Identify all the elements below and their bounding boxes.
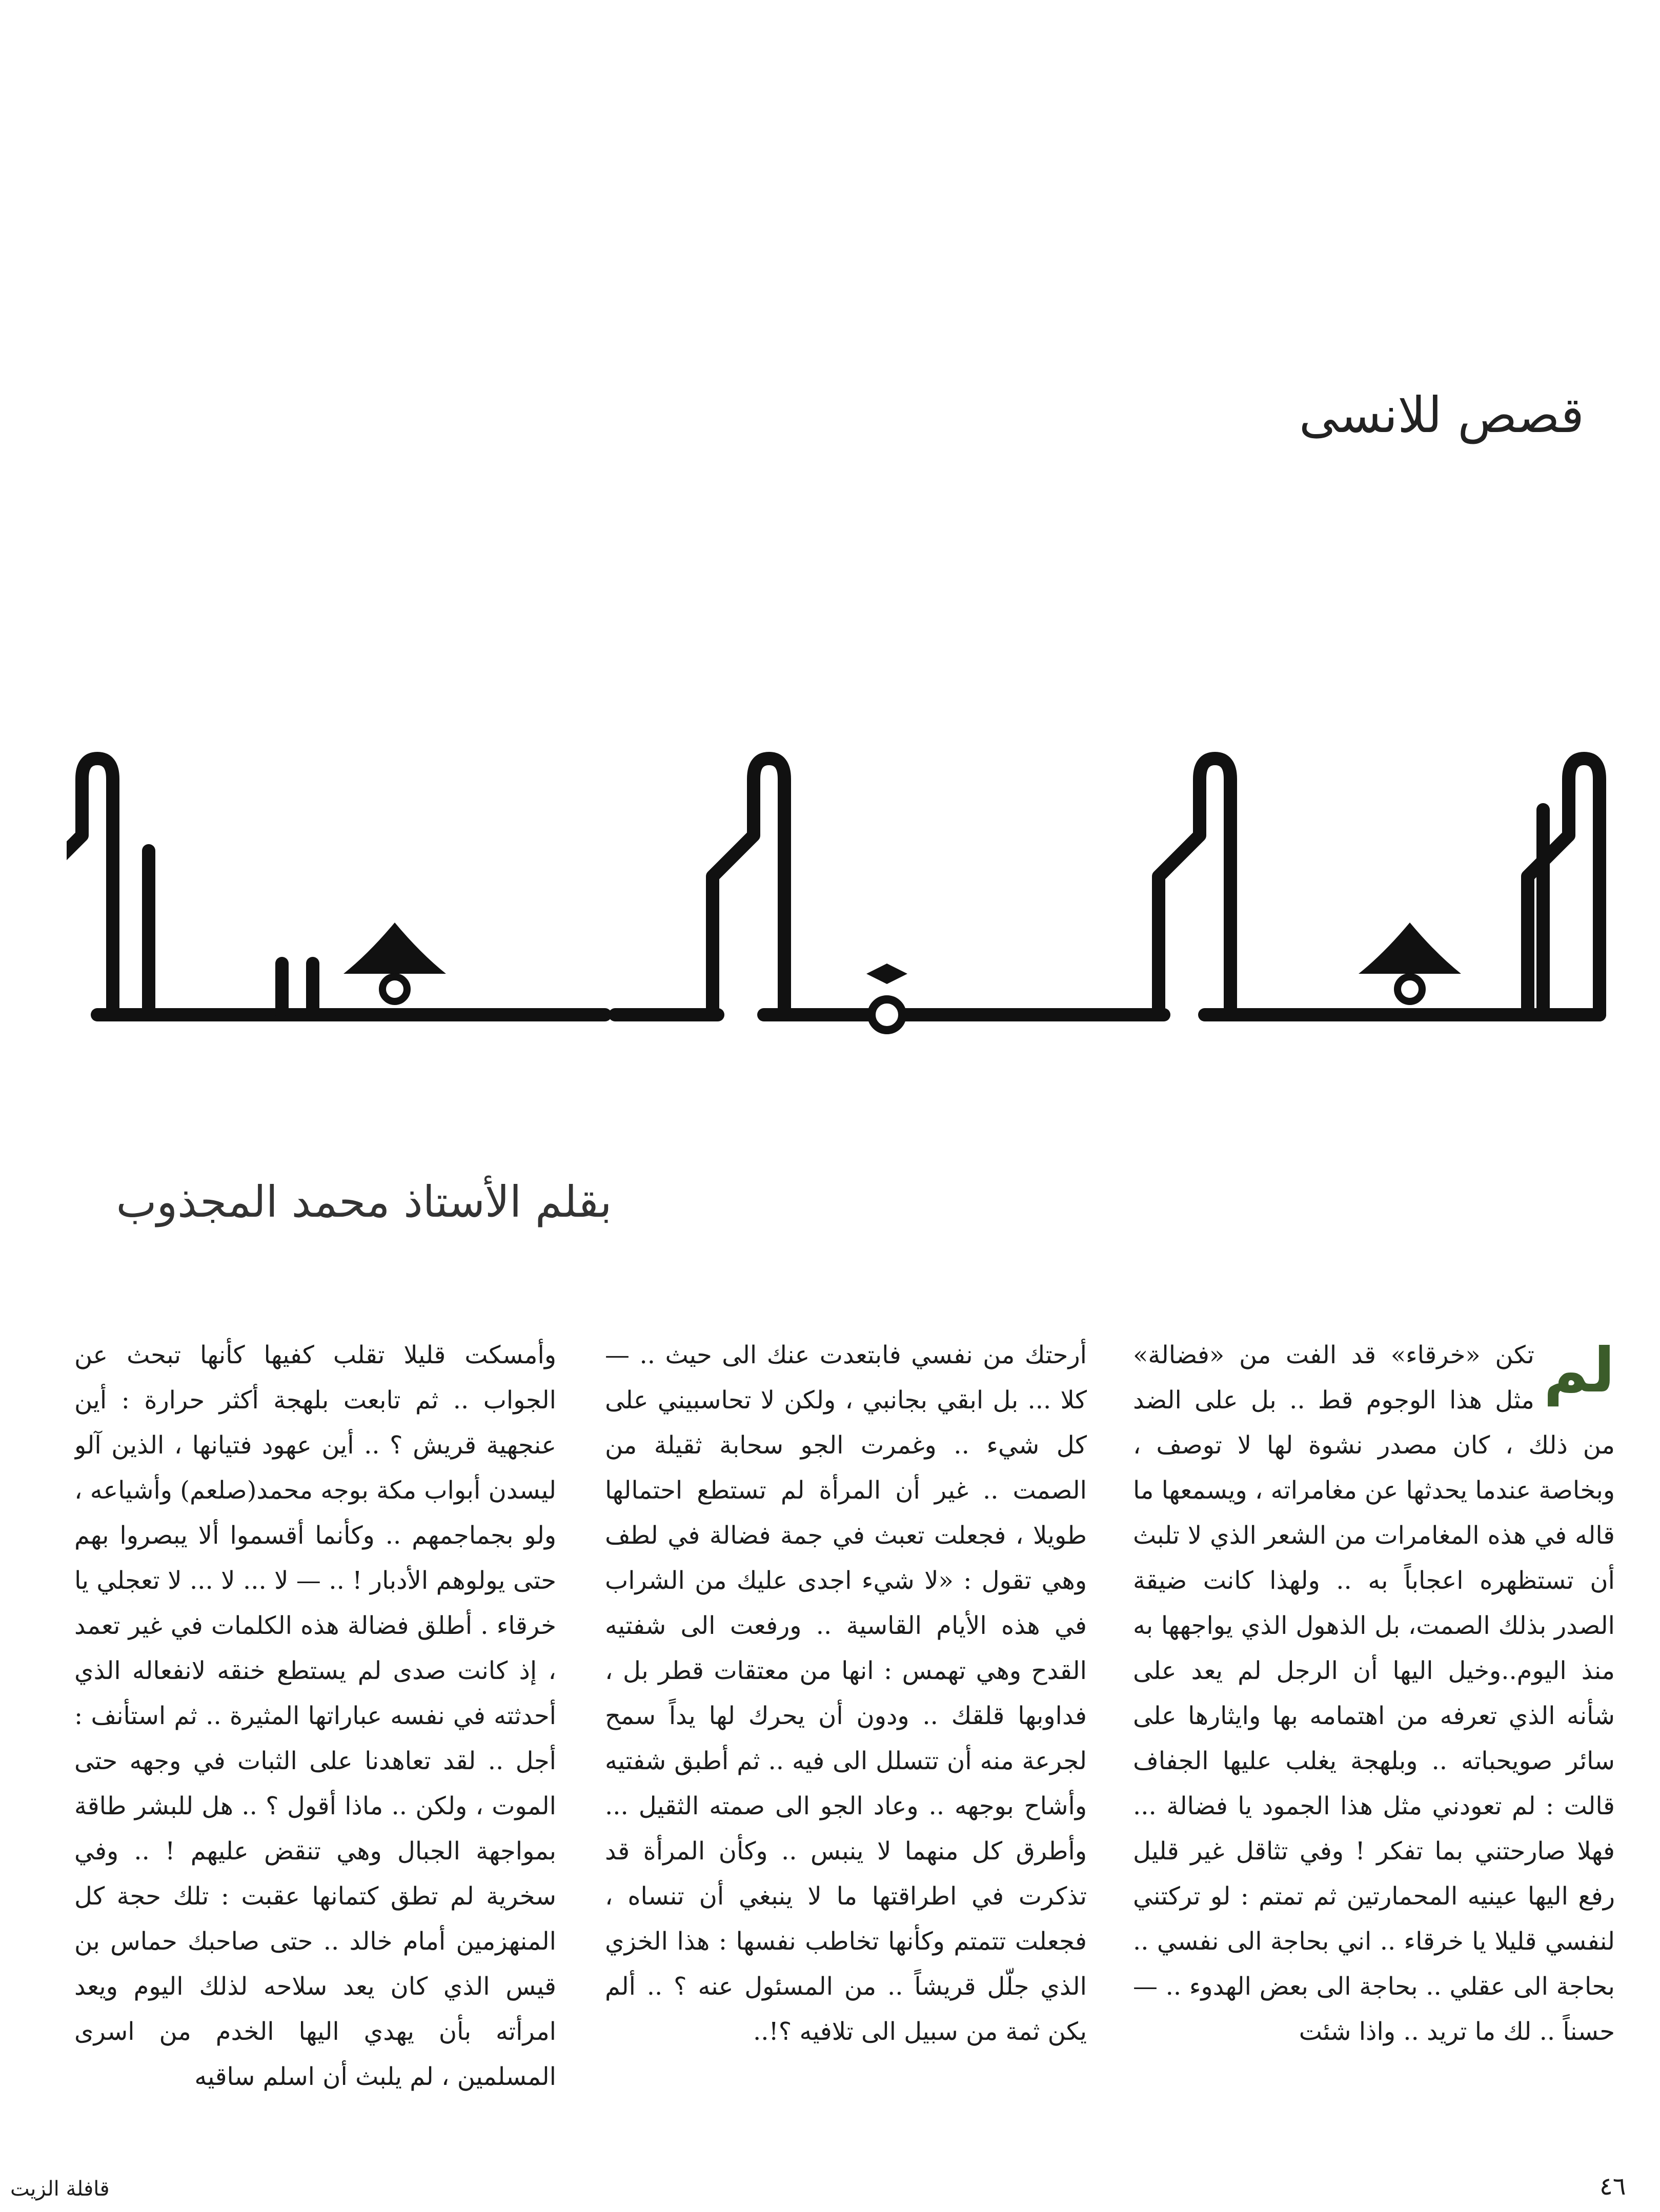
- article-byline: بقلم الأستاذ محمد المجذوب: [116, 1177, 612, 1227]
- dropcap: لم: [1543, 1335, 1615, 1406]
- article-column-2: [605, 1333, 1087, 2122]
- column-text: تكن «خرقاء» قد الفت من «فضالة» مثل هذا الوجوم قط .. بل على الضد من ذلك ، كان مصدر نشوة لها لا توصف ، وبخاصة عندما يحدثها عن مغامراته ، ويسمعها ما قاله في هذه المغامرات من الشعر الذي لا تلبث أن تستظهره اعجاباً به .. ولهذا كانت ضيقة الصدر بذلك الصمت، بل الذهول الذي يواجهها به منذ اليوم..وخيل اليها أن الرجل لم يعد على شأنه الذي تعرفه من اهتمامه بها وايثارها على سائر صويحباته .. وبلهجة يغلب عليها الجفاف قالت : لم تعودني مثل هذا الجمود يا فضالة ... فهلا صارحتني بما تفكر ! وفي تثاقل غير قليل رفع اليها عينيه المحمارتين ثم تمتم : لو تركتني لنفسي قليلا يا خرقاء .. اني بحاجة الى نفسي .. بحاجة الى عقلي .. بحاجة الى بعض الهدوء .. — حسناً .. لك ما تريد .. واذا شئت: [1133, 1341, 1615, 2046]
- article-column-3: [74, 1333, 556, 2122]
- magazine-name: قافلة الزيت: [10, 2177, 110, 2201]
- series-label: قصص للانسى: [1299, 386, 1584, 444]
- column-text: وأمسكت قليلا تقلب كفيها كأنها تبحث عن الجواب .. ثم تابعت بلهجة أكثر حرارة : أين عنجهية قريش ؟ .. أين عهود فتيانها ، الذين آلو ليسدن أبواب مكة بوجه محمد(صلعم) وأشياعه ، ولو بجماجمهم .. وكأنما أقسموا ألا يبصروا بهم حتى يولوهم الأدبار ! .. — لا ... لا ... لا تعجلي يا خرقاء . أطلق فضالة هذه الكلمات في غير تعمد ، إذ كانت صدى لم يستطع خنقه لانفعاله الذي أحدثته في نفسه عباراتها المثيرة .. ثم استأنف : أجل .. لقد تعاهدنا على الثبات في وجهه حتى الموت ، ولكن .. ماذا أقول ؟ .. هل للبشر طاقة بمواجهة الجبال وهي تنقض عليهم ! .. وفي سخرية لم تطق كتمانها عقبت : تلك حجة كل المنهزمين أمام خالد .. حتى صاحبك حماس بن قيس الذي كان يعد سلاحه لذلك اليوم ويعد امرأته بأن يهدي اليها الخدم من اسرى المسلمين ، لم يلبث أن اسلم ساقيه: [74, 1341, 556, 2091]
- page-number: ٤٦: [1600, 2172, 1626, 2201]
- article-title: [67, 748, 1615, 1035]
- column-text: أرحتك من نفسي فابتعدت عنك الى حيث .. — كلا ... بل ابقي بجانبي ، ولكن لا تحاسبيني على كل شيء .. وغمرت الجو سحابة ثقيلة من الصمت .. غير أن المرأة لم تستطع احتمالها طويلا ، فجعلت تعبث في جمة فضالة في لطف وهي تقول : «لا شيء اجدى عليك من الشراب في هذه الأيام القاسية .. ورفعت الى شفتيه القدح وهي تهمس : انها من معتقات قطر بل ، فداوبها قلقك .. ودون أن يحرك لها يداً سمح لجرعة منه أن تتسلل الى فيه .. ثم أطبق شفتيه وأشاح بوجهه .. وعاد الجو الى صمته الثقيل ... وأطرق كل منهما لا ينبس .. وكأن المرأة قد تذكرت في اطراقتها ما لا ينبغي أن تنساه ، فجعلت تتمتم وكأنها تخاطب نفسها : هذا الخزي الذي جلّل قريشاً .. من المسئول عنه ؟ .. ألم يكن ثمة من سبيل الى تلافيه ؟!..: [605, 1341, 1087, 2046]
- article-column-1: [1133, 1333, 1615, 2122]
